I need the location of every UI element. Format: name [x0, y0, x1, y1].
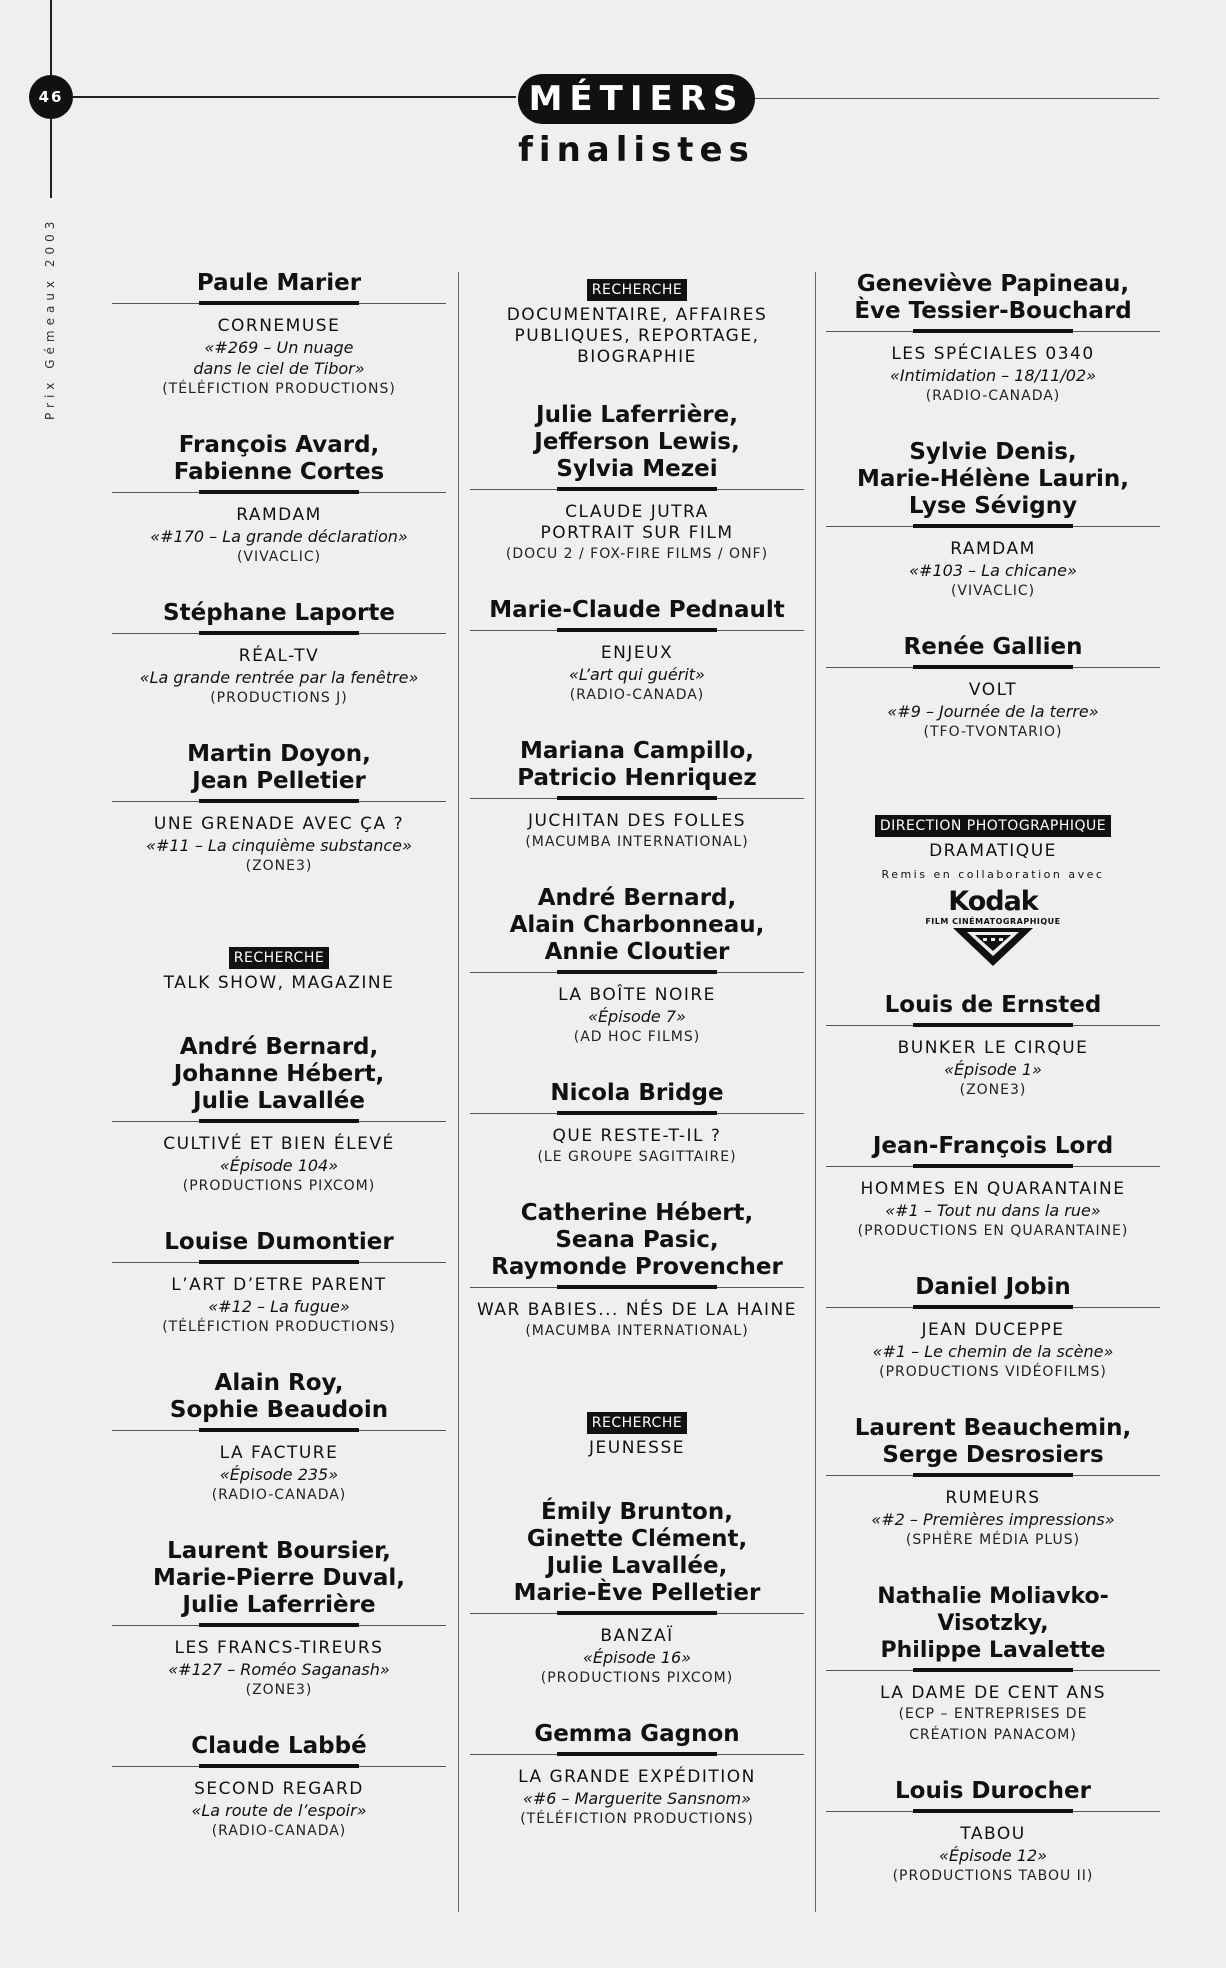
show-title: RAMDAM: [950, 539, 1036, 559]
finalist-name: Sylvie Denis,: [909, 439, 1077, 465]
entry-rule: [112, 1430, 446, 1434]
show-title: CORNEMUSE: [217, 316, 341, 336]
page-number: 46: [29, 75, 73, 119]
entry-rule: [470, 489, 804, 493]
finalist-name: Julie Lavallée,: [546, 1553, 728, 1579]
episode-title: «#1 – Tout nu dans la rue»: [885, 1201, 1101, 1220]
production-company: (PRODUCTIONS TABOU II): [892, 1868, 1094, 1884]
production-company: (RADIO-CANADA): [211, 1487, 347, 1503]
logo-wordmark: Kodak: [948, 886, 1038, 917]
episode-title: «Intimidation – 18/11/02»: [890, 366, 1096, 385]
production-company: (VIVACLIC): [950, 583, 1036, 599]
entry-rule: [112, 1121, 446, 1125]
finalist-name: Claude Labbé: [191, 1733, 367, 1759]
finalist-name: Sophie Beaudoin: [169, 1397, 389, 1423]
episode-title: «La route de l’espoir»: [191, 1801, 367, 1820]
episode-title: «Épisode 12»: [938, 1846, 1048, 1865]
column-divider: [458, 272, 459, 1912]
episode-title: «#103 – La chicane»: [909, 561, 1077, 580]
category-badge: RECHERCHE: [587, 1412, 687, 1434]
episode-title: «#9 – Journée de la terre»: [887, 702, 1099, 721]
category-section: [470, 1412, 804, 1459]
finalist-name: Louis de Ernsted: [884, 992, 1102, 1018]
episode-title: dans le ciel de Tibor»: [193, 359, 365, 378]
finalist-name: André Bernard,: [179, 1034, 379, 1060]
show-title: HOMMES EN QUARANTAINE: [860, 1179, 1126, 1199]
finalist-name: Gemma Gagnon: [534, 1721, 740, 1747]
entry-rule: [112, 1262, 446, 1266]
show-title: CULTIVÉ ET BIEN ÉLEVÉ: [163, 1134, 395, 1154]
finalist-entry: [112, 741, 446, 877]
episode-title: «Épisode 104»: [219, 1156, 339, 1175]
entry-rule: [112, 801, 446, 805]
episode-title: «#2 – Premières impressions»: [871, 1510, 1115, 1529]
finalist-name: Johanne Hébert,: [173, 1061, 385, 1087]
production-company: (DOCU 2 / FOX-FIRE FILMS / ONF): [505, 546, 769, 562]
finalist-name: Mariana Campillo,: [519, 738, 755, 764]
entry-rule: [826, 526, 1160, 530]
entry-rule: [470, 1113, 804, 1117]
finalist-name: Émily Brunton,: [541, 1499, 733, 1525]
finalist-name: Marie-Claude Pednault: [489, 597, 785, 623]
show-title: VOLT: [968, 680, 1018, 700]
production-company: (ZONE3): [959, 1082, 1027, 1098]
entry-rule: [826, 1166, 1160, 1170]
finalist-entry: [112, 1538, 446, 1701]
production-company: (LE GROUPE SAGITTAIRE): [537, 1149, 737, 1165]
finalist-name: Lyse Sévigny: [908, 493, 1078, 519]
column-3: [826, 265, 1160, 1887]
show-title: WAR BABIES... NÉS DE LA HAINE: [476, 1300, 797, 1320]
category-badge: DIRECTION PHOTOGRAPHIQUE: [875, 815, 1111, 837]
finalist-name: Alain Charbonneau,: [509, 912, 765, 938]
episode-title: «La grande rentrée par la fenêtre»: [139, 668, 419, 687]
category-label: JEUNESSE: [589, 1438, 685, 1458]
entry-rule: [112, 303, 446, 307]
show-title: PORTRAIT SUR FILM: [540, 523, 734, 543]
finalist-name: Geneviève Papineau,: [856, 271, 1130, 297]
entry-rule: [470, 798, 804, 802]
finalist-name: Paule Marier: [196, 270, 362, 296]
show-title: RUMEURS: [945, 1488, 1041, 1508]
production-company: (SPHÈRE MÉDIA PLUS): [905, 1532, 1081, 1548]
finalist-name: François Avard,: [178, 432, 380, 458]
production-company: (RADIO-CANADA): [569, 687, 705, 703]
finalist-names: [826, 1415, 1160, 1475]
show-title: JEAN DUCEPPE: [921, 1320, 1065, 1340]
episode-title: «#127 – Roméo Saganash»: [168, 1660, 390, 1679]
finalist-entry: [470, 1721, 804, 1830]
frame-line-horizontal: [50, 96, 516, 98]
finalist-names: [826, 1274, 1160, 1307]
finalist-names: [470, 885, 804, 972]
show-title: SECOND REGARD: [194, 1779, 364, 1799]
finalist-names: [112, 600, 446, 633]
finalist-entry: [112, 1733, 446, 1842]
publication-side-text: Prix Gémeaux 2003: [43, 216, 57, 420]
entry-rule: [826, 667, 1160, 671]
category-label: DRAMATIQUE: [929, 841, 1057, 861]
finalist-name: Laurent Beauchemin,: [854, 1415, 1132, 1441]
category-label: PUBLIQUES, REPORTAGE,: [514, 326, 760, 346]
entry-rule: [112, 492, 446, 496]
show-title: LES FRANCS-TIREURS: [174, 1638, 384, 1658]
finalist-name: Daniel Jobin: [915, 1274, 1071, 1300]
finalist-entry: [826, 992, 1160, 1101]
production-company: (RADIO-CANADA): [211, 1823, 347, 1839]
finalist-entry: [470, 597, 804, 706]
show-title: LA FACTURE: [219, 1443, 339, 1463]
finalist-names: [826, 992, 1160, 1025]
show-title: JUCHITAN DES FOLLES: [527, 811, 747, 831]
finalist-entry: [826, 1274, 1160, 1383]
finalist-name: Renée Gallien: [903, 634, 1083, 660]
entry-rule: [826, 1025, 1160, 1029]
finalist-entry: [470, 1200, 804, 1342]
finalist-name: Louis Durocher: [895, 1778, 1091, 1804]
frame-line-horizontal-right: [755, 98, 1159, 99]
finalist-names: [112, 1370, 446, 1430]
column-divider: [815, 272, 816, 1912]
finalist-name: Ève Tessier-Bouchard: [854, 298, 1132, 324]
production-company: (TFO-TVONTARIO): [923, 724, 1063, 740]
production-company: (PRODUCTIONS J): [210, 690, 348, 706]
finalist-names: [112, 1034, 446, 1121]
production-company: (PRODUCTIONS PIXCOM): [540, 1670, 734, 1686]
show-title: CLAUDE JUTRA: [565, 502, 709, 522]
finalist-name: Seana Pasic,: [555, 1227, 719, 1253]
finalist-entry: [826, 439, 1160, 602]
production-company: (ZONE3): [245, 858, 313, 874]
episode-title: «Épisode 16»: [582, 1648, 692, 1667]
entry-rule: [112, 1766, 446, 1770]
finalist-name: André Bernard,: [537, 885, 737, 911]
finalist-names: [112, 432, 446, 492]
production-company: (PRODUCTIONS EN QUARANTAINE): [857, 1223, 1129, 1239]
finalist-names: [826, 271, 1160, 331]
finalist-entry: [112, 270, 446, 400]
finalist-name: Philippe Lavalette: [880, 1638, 1106, 1663]
finalist-name: Louise Dumontier: [164, 1229, 394, 1255]
finalist-names: [112, 270, 446, 303]
logo-subtitle: FILM CINÉMATOGRAPHIQUE: [925, 917, 1061, 926]
episode-title: «#1 – Le chemin de la scène»: [872, 1342, 1114, 1361]
finalist-name: Stéphane Laporte: [163, 600, 395, 626]
category-label: BIOGRAPHIE: [577, 347, 697, 367]
episode-title: «Épisode 235»: [219, 1465, 339, 1484]
finalist-names: [826, 1133, 1160, 1166]
finalist-entry: [826, 1778, 1160, 1887]
finalist-name: Ginette Clément,: [526, 1526, 748, 1552]
finalist-name: Serge Desrosiers: [882, 1442, 1104, 1468]
kodak-logo: [923, 887, 1063, 966]
production-company: (TÉLÉFICTION PRODUCTIONS): [162, 381, 396, 397]
finalist-names: [112, 1733, 446, 1766]
production-company: (PRODUCTIONS PIXCOM): [182, 1178, 376, 1194]
finalist-name: Sylvia Mezei: [556, 456, 718, 482]
finalist-name: Julie Laferrière,: [536, 402, 738, 428]
finalist-entry: [470, 1499, 804, 1689]
finalist-name: Alain Roy,: [214, 1370, 344, 1396]
category-badge: RECHERCHE: [229, 947, 329, 969]
show-title: BANZAÏ: [600, 1626, 674, 1646]
entry-rule: [826, 1307, 1160, 1311]
show-title: ENJEUX: [600, 643, 674, 663]
finalist-entry: [112, 1229, 446, 1338]
finalist-entry: [470, 402, 804, 565]
finalist-names: [470, 597, 804, 630]
entry-rule: [470, 972, 804, 976]
finalist-name: Fabienne Cortes: [173, 459, 385, 485]
finalist-name: Jefferson Lewis,: [534, 429, 740, 455]
finalist-names: [470, 738, 804, 798]
finalist-entry: [826, 1133, 1160, 1242]
finalist-name: Marie-Ève Pelletier: [513, 1580, 761, 1606]
entry-rule: [470, 1754, 804, 1758]
finalist-names: [470, 402, 804, 489]
finalist-names: [826, 634, 1160, 667]
finalist-entry: [112, 600, 446, 709]
sponsor-note: Remis en collaboration avec: [881, 868, 1105, 881]
episode-title: «#6 – Marguerite Sansnom»: [522, 1789, 751, 1808]
finalist-entry: [826, 1415, 1160, 1551]
finalist-names: [470, 1200, 804, 1287]
film-strip-icon: [953, 928, 1033, 966]
production-company: (PRODUCTIONS VIDÉOFILMS): [879, 1364, 1107, 1380]
show-title: LA GRANDE EXPÉDITION: [518, 1767, 756, 1787]
finalist-names: [470, 1080, 804, 1113]
category-label: DOCUMENTAIRE, AFFAIRES: [506, 305, 768, 325]
production-company: (RADIO-CANADA): [925, 388, 1061, 404]
show-title: LA BOÎTE NOIRE: [558, 985, 716, 1005]
production-company: (AD HOC FILMS): [573, 1029, 701, 1045]
finalist-name: Raymonde Provencher: [491, 1254, 783, 1280]
finalist-entry: [112, 432, 446, 568]
finalist-names: [826, 1583, 1160, 1670]
finalist-entry: [826, 1583, 1160, 1746]
entry-rule: [112, 633, 446, 637]
finalist-name: Nicola Bridge: [550, 1080, 724, 1106]
show-title: BUNKER LE CIRQUE: [897, 1038, 1089, 1058]
production-company: (MACUMBA INTERNATIONAL): [525, 834, 749, 850]
category-label: TALK SHOW, MAGAZINE: [163, 973, 395, 993]
finalist-name: Patricio Henriquez: [517, 765, 757, 791]
finalist-name: Annie Cloutier: [544, 939, 730, 965]
finalist-entry: [470, 1080, 804, 1168]
entry-rule: [826, 1811, 1160, 1815]
finalist-entry: [112, 1034, 446, 1197]
production-company: (MACUMBA INTERNATIONAL): [525, 1323, 749, 1339]
category-badge: RECHERCHE: [587, 279, 687, 301]
finalist-entry: [826, 271, 1160, 407]
category-section: [112, 947, 446, 994]
show-title: TABOU: [960, 1824, 1026, 1844]
finalist-name: Catherine Hébert,: [520, 1200, 754, 1226]
entry-rule: [826, 1670, 1160, 1674]
finalist-name: Julie Laferrière: [182, 1592, 376, 1618]
finalist-name: Jean-François Lord: [872, 1133, 1114, 1159]
episode-title: «Épisode 7»: [588, 1007, 686, 1026]
finalist-name: Marie-Pierre Duval,: [152, 1565, 405, 1591]
production-company: (VIVACLIC): [236, 549, 322, 565]
finalist-entry: [470, 885, 804, 1048]
page-title: MÉTIERS: [518, 74, 755, 124]
show-title: LES SPÉCIALES 0340: [891, 344, 1095, 364]
finalist-names: [826, 439, 1160, 526]
entry-rule: [470, 1287, 804, 1291]
column-2: [470, 265, 804, 1830]
finalist-names: [112, 1538, 446, 1625]
production-company: (TÉLÉFICTION PRODUCTIONS): [162, 1319, 396, 1335]
entry-rule: [826, 1475, 1160, 1479]
finalist-names: [826, 1778, 1160, 1811]
finalist-name: Marie-Hélène Laurin,: [857, 466, 1129, 492]
finalist-names: [112, 1229, 446, 1262]
finalist-name: Jean Pelletier: [192, 768, 366, 794]
show-title: QUE RESTE-T-IL ?: [552, 1126, 722, 1146]
finalist-entry: [112, 1370, 446, 1506]
show-title: L’ART D’ETRE PARENT: [171, 1275, 387, 1295]
production-company: (ZONE3): [245, 1682, 313, 1698]
show-title: RAMDAM: [236, 505, 322, 525]
entry-rule: [112, 1625, 446, 1629]
finalist-names: [470, 1721, 804, 1754]
finalist-names: [470, 1499, 804, 1613]
episode-title: «Épisode 1»: [944, 1060, 1042, 1079]
column-1: [112, 265, 446, 1842]
show-title: UNE GRENADE AVEC ÇA ?: [153, 814, 405, 834]
finalist-name: Martin Doyon,: [187, 741, 371, 767]
finalist-name: Nathalie Moliavko-Visotzky,: [877, 1584, 1109, 1636]
production-company: (TÉLÉFICTION PRODUCTIONS): [520, 1811, 754, 1827]
finalist-names: [112, 741, 446, 801]
show-title: RÉAL-TV: [238, 646, 320, 666]
episode-title: «L’art qui guérit»: [569, 665, 705, 684]
finalist-entry: [470, 738, 804, 853]
category-section: [470, 279, 804, 368]
production-company: (ECP – ENTREPRISES DE: [898, 1706, 1088, 1722]
entry-rule: [470, 1613, 804, 1617]
show-title: LA DAME DE CENT ANS: [879, 1683, 1107, 1703]
entry-rule: [826, 331, 1160, 335]
page-subtitle: finalistes: [518, 130, 755, 170]
category-section: [826, 815, 1160, 966]
episode-title: «#170 – La grande déclaration»: [150, 527, 408, 546]
finalist-name: Julie Lavallée: [193, 1088, 365, 1114]
episode-title: «#269 – Un nuage: [204, 338, 354, 357]
entry-rule: [470, 630, 804, 634]
episode-title: «#11 – La cinquième substance»: [146, 836, 412, 855]
finalist-entry: [826, 634, 1160, 743]
episode-title: «#12 – La fugue»: [208, 1297, 350, 1316]
finalist-name: Laurent Boursier,: [167, 1538, 391, 1564]
production-company: CRÉATION PANACOM): [909, 1727, 1077, 1743]
